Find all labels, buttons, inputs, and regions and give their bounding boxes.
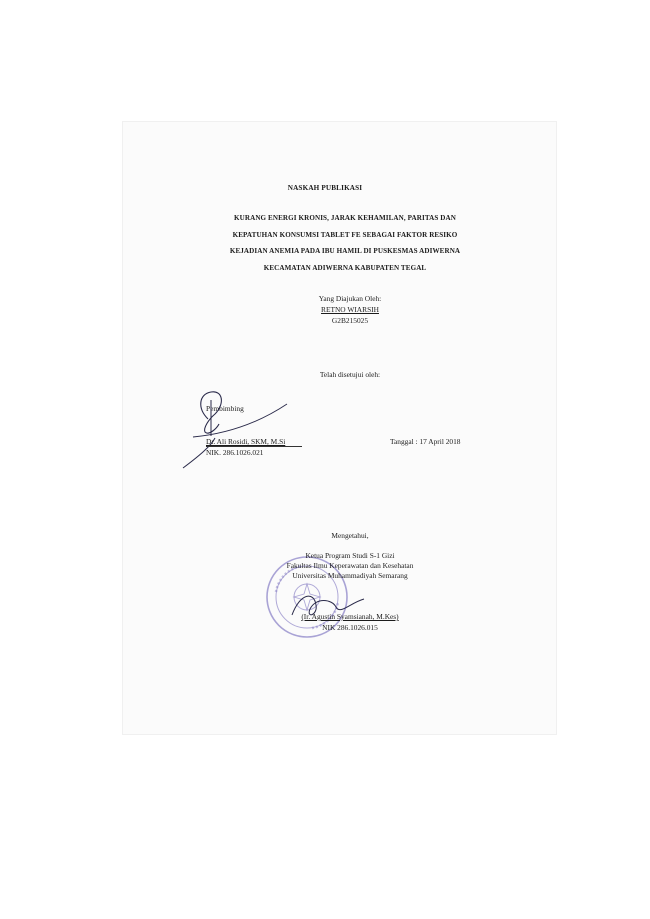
supervisor-name: Dr. Ali Rosidi, SKM, M.Si [206, 437, 286, 446]
head-title-line-1: Ketua Program Studi S-1 Gizi [305, 551, 395, 560]
head-title-line-3: Universitas Muhammadiyah Semarang [292, 571, 408, 580]
title-line-4: KECAMATAN ADIWERNA KABUPATEN TEGAL [263, 263, 427, 272]
acknowledged-label: Mengetahui, [331, 531, 369, 540]
head-name: (Ir. Agustin Syamsianah, M.Kes) [301, 612, 399, 621]
submitted-by-label: Yang Diajukan Oleh: [318, 294, 382, 303]
head-nik: NIK 286.1026.015 [322, 623, 378, 632]
title-line-1: KURANG ENERGI KRONIS, JARAK KEHAMILAN, PARITAS DAN [234, 214, 456, 222]
title-line-3: KEJADIAN ANEMIA PADA IBU HAMIL DI PUSKESMAS ADIWERNA [229, 247, 461, 255]
document-heading: NASKAH PUBLIKASI [287, 184, 363, 192]
document-title [195, 210, 495, 276]
supervisor-signature [175, 384, 295, 474]
title-line-2: KEPATUHAN KONSUMSI TABLET FE SEBAGAI FAKTOR RESIKO [232, 230, 458, 239]
approved-label: Telah disetujui oleh: [319, 370, 381, 379]
supervisor-label: Pembimbing [206, 404, 244, 413]
supervisor-nik: NIK. 286.1026.021 [206, 448, 264, 457]
supervisor-signature-line [206, 446, 302, 447]
author-name: RETNO WIARSIH [321, 305, 379, 314]
head-title-line-2: Fakultas Ilmu Keperawatan dan Kesehatan [286, 561, 414, 570]
approval-date: Tanggal : 17 April 2018 [390, 437, 461, 446]
author-id: G2B215025 [331, 316, 369, 325]
